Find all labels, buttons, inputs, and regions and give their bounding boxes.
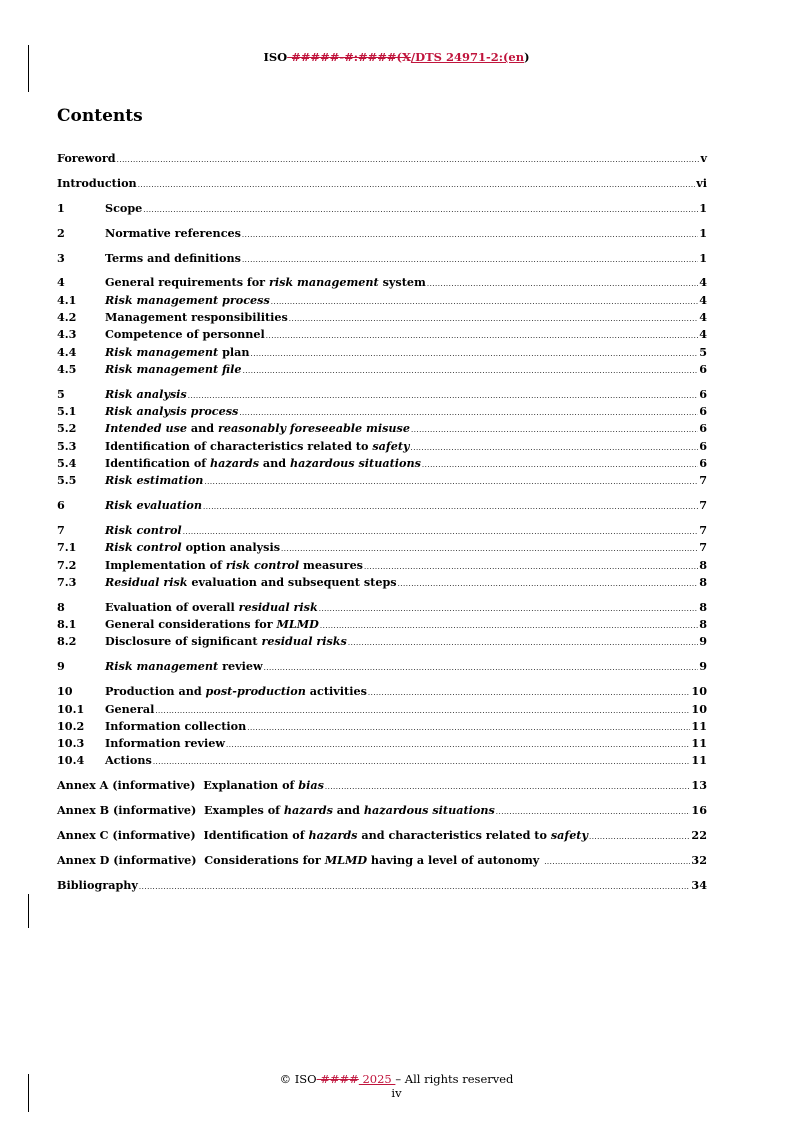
toc-entry-number: 7.1: [57, 540, 77, 555]
toc-leader-dots: [496, 804, 691, 821]
toc-title-italic-term: MLMD: [324, 853, 368, 867]
toc-entry[interactable]: [57, 497, 707, 514]
change-bar-middle: [28, 894, 29, 928]
toc-entry[interactable]: [57, 344, 707, 361]
toc-title-text: Annex B (informative) Examples of: [57, 803, 284, 818]
toc-title-text: Normative references: [105, 225, 241, 240]
toc-title-italic-term: Risk management: [105, 344, 219, 359]
toc-entry-title: [105, 309, 288, 326]
toc-title-italic-term: bias: [298, 778, 324, 793]
toc-entry-title: [105, 274, 426, 291]
toc-leader-dots: [242, 252, 698, 269]
toc-entry[interactable]: [57, 522, 707, 539]
toc-entry[interactable]: [57, 250, 707, 267]
toc-leader-dots: [289, 311, 698, 328]
toc-entry-title: [105, 386, 187, 403]
toc-leader-dots: [138, 177, 696, 194]
header-inserted-text: /DTS 24971-2:(en: [410, 50, 525, 64]
toc-title-italic-term: hazardous situations: [290, 456, 421, 471]
toc-entry-title: [57, 777, 324, 794]
toc-entry-page: 6: [699, 361, 707, 376]
toc-title-text: Annex A (informative) Explanation of: [57, 778, 299, 793]
toc-title-text: system: [378, 275, 426, 290]
toc-entry-title: [57, 827, 588, 844]
toc-entry-number: 4.5: [57, 361, 77, 376]
toc-entry-title: [105, 472, 203, 489]
toc-title-text: General considerations for: [105, 617, 277, 632]
toc-entry-page: 4: [699, 275, 707, 290]
toc-entry[interactable]: [57, 539, 707, 556]
toc-title-italic-term: hazards: [210, 456, 259, 471]
toc-leader-dots: [320, 618, 698, 635]
toc-title-italic-term: residual risk: [238, 599, 318, 614]
toc-title-italic-term: Intended use: [105, 421, 187, 436]
toc-entry[interactable]: [57, 455, 707, 472]
toc-entry[interactable]: [57, 225, 707, 242]
toc-title-text: Information collection: [105, 718, 247, 733]
toc-title-text: having a level of autonomy: [367, 853, 544, 867]
toc-leader-dots: [368, 685, 691, 702]
toc-entry-number: 1: [57, 200, 65, 215]
toc-title-text: and: [187, 421, 218, 436]
toc-entry-title: [105, 599, 318, 616]
toc-entry-title: [105, 225, 241, 242]
footer-inserted-text: 2025: [358, 1072, 396, 1086]
toc-entry-page: 7: [699, 523, 707, 538]
footer-prefix: © ISO: [279, 1072, 317, 1086]
toc-entry[interactable]: [57, 658, 707, 675]
toc-title-text: Production and: [105, 684, 206, 699]
toc-entry-number: 10.2: [57, 718, 85, 733]
toc-entry-title: [105, 735, 225, 752]
toc-entry-page: 8: [699, 617, 707, 632]
toc-entry[interactable]: [57, 326, 707, 343]
toc-entry-number: 3: [57, 250, 65, 265]
toc-entry-title: [105, 292, 270, 309]
toc-title-text: option analysis: [181, 540, 281, 555]
toc-entry-page: 6: [699, 421, 707, 436]
toc-leader-dots: [226, 737, 690, 754]
toc-entry-page: v: [700, 151, 707, 165]
toc-entry[interactable]: [57, 735, 707, 752]
toc-title-text: Annex C (informative) Identification of: [57, 828, 309, 843]
toc-entry-title: [105, 403, 238, 420]
toc-entry[interactable]: [57, 274, 707, 291]
toc-entry-title: [105, 574, 397, 591]
toc-title-italic-term: Risk analysis: [105, 386, 187, 401]
toc-title-italic-term: MLMD: [276, 617, 319, 632]
toc-entry-title: [105, 683, 367, 700]
toc-title-italic-term: Risk management file: [105, 361, 242, 376]
toc-entry-page: 6: [699, 386, 707, 401]
toc-leader-dots: [203, 499, 698, 516]
toc-entry-page: 16: [691, 803, 707, 818]
toc-entry-page: 34: [691, 877, 707, 892]
toc-entry-number: 2: [57, 225, 65, 240]
toc-entry-title: [105, 701, 154, 718]
toc-entry-number: 5.5: [57, 473, 77, 488]
toc-leader-dots: [143, 202, 698, 219]
toc-title-italic-term: post-production: [205, 684, 306, 699]
toc-title-text: General: [105, 701, 155, 716]
toc-title-text: and: [259, 456, 290, 471]
toc-title-italic-term: Risk analysis process: [105, 404, 239, 419]
toc-entry-title: [105, 438, 410, 455]
toc-entry-page: 13: [691, 778, 707, 793]
toc-entry[interactable]: [57, 472, 707, 489]
toc-entry-number: 7.3: [57, 574, 77, 589]
toc-entry-number: 8.2: [57, 634, 77, 649]
toc-entry-title: [105, 344, 250, 361]
header-deleted-text: #####-#:####(X: [287, 50, 411, 64]
footer-deleted-text: ####: [316, 1072, 359, 1086]
toc-leader-dots: [242, 227, 698, 244]
toc-title-text: General requirements for: [105, 275, 269, 290]
toc-entry[interactable]: [57, 420, 707, 437]
toc-entry-title: [57, 175, 137, 192]
toc-entry-number: 7.2: [57, 557, 77, 572]
toc-entry-page: 4: [699, 310, 707, 325]
toc-title-text: Bibliography: [57, 877, 138, 892]
toc-entry-page: 1: [699, 225, 707, 240]
toc-title-text: Competence of personnel: [105, 327, 265, 342]
toc-title-italic-term: Risk estimation: [105, 473, 204, 488]
toc-entry-page: 9: [699, 634, 707, 649]
toc-entry-number: 8.1: [57, 617, 77, 632]
toc-entry-number: 5.4: [57, 456, 77, 471]
toc-entry-number: 10.3: [57, 736, 85, 751]
toc-leader-dots: [251, 346, 699, 363]
toc-entry-number: 9: [57, 659, 65, 674]
toc-entry[interactable]: [57, 616, 707, 633]
toc-entry[interactable]: [57, 309, 707, 326]
toc-entry-number: 5.2: [57, 421, 77, 436]
toc-entry[interactable]: [57, 802, 707, 819]
toc-title-text: Terms and definitions: [105, 250, 241, 265]
toc-entry[interactable]: [57, 557, 707, 574]
toc-entry-title: [105, 250, 241, 267]
toc-entry-title: [57, 802, 495, 819]
toc-title-italic-term: risk management: [268, 275, 379, 290]
toc-title-italic-term: hazardous situations: [363, 803, 495, 818]
toc-entry[interactable]: [57, 599, 707, 616]
toc-entry-number: 6: [57, 498, 65, 513]
toc-entry-number: 5.3: [57, 438, 77, 453]
toc-entry-number: 4.1: [57, 292, 77, 307]
toc-leader-dots: [411, 422, 698, 439]
toc-entry-title: [105, 497, 202, 514]
toc-leader-dots: [243, 363, 699, 380]
toc-entry-page: 1: [699, 200, 707, 215]
toc-leader-dots: [319, 601, 698, 618]
toc-entry-title: [105, 361, 242, 378]
toc-entry[interactable]: [57, 292, 707, 309]
toc-entry-page: 6: [699, 404, 707, 419]
toc-entry[interactable]: [57, 777, 707, 794]
toc-title-italic-term: safety: [372, 438, 410, 453]
toc-entry-page: 8: [699, 574, 707, 589]
page-footer: [0, 1072, 793, 1100]
toc-leader-dots: [264, 660, 699, 677]
toc-entry-page: 7: [699, 473, 707, 488]
toc-title-italic-term: residual risks: [261, 634, 347, 649]
toc-entry[interactable]: [57, 150, 707, 167]
toc-entry-title: [105, 455, 421, 472]
toc-entry-page: 7: [699, 498, 707, 513]
toc-entry-page: 4: [699, 327, 707, 342]
toc-entry-page: 4: [699, 292, 707, 307]
toc-title-italic-term: hazards: [308, 828, 358, 843]
toc-entry-title: [105, 522, 182, 539]
toc-leader-dots: [398, 576, 699, 593]
toc-entry-title: [105, 616, 319, 633]
toc-title-italic-term: safety: [550, 828, 588, 843]
toc-title-italic-term: Risk control: [105, 523, 182, 538]
page-title: Contents: [57, 106, 143, 126]
toc-entry-number: 8: [57, 599, 65, 614]
header-prefix: ISO: [263, 50, 288, 64]
toc-entry-title: [105, 633, 347, 650]
toc-entry-page: 6: [699, 456, 707, 471]
toc-entry-title: [105, 557, 363, 574]
toc-title-text: Scope: [105, 200, 143, 215]
toc-entry[interactable]: [57, 877, 707, 894]
toc-title-text: and characteristics related to: [357, 828, 551, 843]
toc-title-text: Identification of characteristics related to: [105, 438, 373, 453]
toc-title-italic-term: risk control: [225, 557, 300, 572]
toc-entry[interactable]: [57, 175, 707, 192]
toc-entry-number: 5: [57, 386, 65, 401]
toc-title-italic-term: reasonably foreseeable misuse: [218, 421, 410, 436]
toc-entry-title: [57, 150, 116, 167]
toc-entry-page: 32: [691, 853, 707, 867]
toc-entry-title: [105, 658, 263, 675]
toc-leader-dots: [266, 328, 698, 345]
toc-leader-dots: [247, 720, 690, 737]
toc-entry[interactable]: [57, 718, 707, 735]
toc-leader-dots: [422, 457, 698, 474]
toc-entry[interactable]: [57, 827, 707, 844]
toc-title-text: Evaluation of overall: [105, 599, 239, 614]
footer-suffix: – All rights reserved: [395, 1072, 514, 1086]
toc-entry-page: 11: [691, 753, 707, 768]
copyright-line: [0, 1072, 793, 1086]
toc-entry[interactable]: [57, 752, 707, 769]
toc-entry-page: 10: [691, 701, 707, 716]
toc-entry-number: 4.2: [57, 310, 77, 325]
toc-title-italic-term: hazards: [283, 803, 333, 818]
toc-leader-dots: [271, 294, 698, 311]
toc-title-text: Information review: [105, 736, 226, 751]
toc-title-italic-term: Risk management process: [105, 292, 270, 307]
toc-entry-title: [105, 752, 152, 769]
toc-title-text: evaluation and subsequent steps: [187, 574, 397, 589]
toc-entry-number: 4.4: [57, 344, 77, 359]
toc-leader-dots: [589, 829, 690, 846]
toc-title-text: measures: [299, 557, 363, 572]
header-suffix: ): [524, 50, 530, 64]
toc-entry-number: 10: [57, 684, 73, 699]
toc-entry-number: 4: [57, 275, 65, 290]
table-of-contents: [57, 150, 707, 894]
toc-entry-number: 10.4: [57, 753, 85, 768]
toc-entry-title: [57, 877, 138, 894]
toc-title-text: Management responsibilities: [105, 310, 288, 325]
toc-title-text: Foreword: [57, 151, 116, 165]
toc-entry[interactable]: [57, 852, 707, 869]
toc-entry[interactable]: [57, 438, 707, 455]
toc-title-text: Actions: [105, 753, 152, 768]
toc-entry-page: 6: [699, 438, 707, 453]
toc-title-text: review: [218, 659, 263, 674]
toc-title-text: Disclosure of significant: [105, 634, 262, 649]
toc-title-text: plan: [218, 344, 250, 359]
toc-entry-title: [105, 326, 265, 343]
toc-entry-page: 22: [691, 828, 707, 843]
toc-title-text: Identification of: [105, 456, 210, 471]
toc-entry-page: 10: [691, 684, 707, 699]
toc-leader-dots: [204, 474, 698, 491]
toc-entry-title: [57, 852, 543, 869]
toc-leader-dots: [188, 388, 698, 405]
toc-title-text: Introduction: [57, 175, 137, 190]
toc-entry-page: 11: [691, 718, 707, 733]
page-number: iv: [391, 1086, 402, 1100]
toc-entry-page: 7: [699, 540, 707, 555]
toc-entry[interactable]: [57, 574, 707, 591]
toc-entry[interactable]: [57, 633, 707, 650]
toc-title-text: activities: [305, 684, 367, 699]
toc-title-italic-term: Residual risk: [105, 574, 188, 589]
toc-leader-dots: [139, 879, 691, 896]
toc-title-text: Annex D (informative) Considerations for: [57, 853, 325, 867]
toc-entry-page: 11: [691, 736, 707, 751]
toc-leader-dots: [117, 152, 700, 169]
toc-leader-dots: [364, 559, 698, 576]
toc-leader-dots: [153, 754, 691, 771]
toc-entry[interactable]: [57, 386, 707, 403]
toc-entry[interactable]: [57, 200, 707, 217]
toc-title-italic-term: Risk evaluation: [105, 498, 203, 513]
toc-title-text: and: [332, 803, 364, 818]
toc-entry-page: 8: [699, 599, 707, 614]
toc-entry-title: [105, 200, 142, 217]
toc-entry-page: vi: [696, 175, 707, 190]
toc-entry-number: 7: [57, 523, 65, 538]
toc-entry-page: 5: [699, 344, 707, 359]
toc-entry[interactable]: [57, 683, 707, 700]
toc-entry-number: 10.1: [57, 701, 85, 716]
toc-entry-page: 1: [699, 250, 707, 265]
toc-leader-dots: [411, 440, 699, 457]
toc-entry-title: [105, 420, 410, 437]
toc-entry-page: 9: [699, 659, 707, 674]
toc-leader-dots: [544, 854, 690, 871]
toc-title-italic-term: Risk management: [105, 659, 219, 674]
toc-entry[interactable]: [57, 361, 707, 378]
toc-entry-title: [105, 718, 246, 735]
toc-entry[interactable]: [57, 403, 707, 420]
toc-entry-page: 8: [699, 557, 707, 572]
document-header: [0, 50, 793, 64]
toc-entry-title: [105, 539, 280, 556]
toc-entry[interactable]: [57, 701, 707, 718]
toc-title-italic-term: Risk control: [105, 540, 182, 555]
toc-leader-dots: [325, 779, 691, 796]
toc-entry-number: 4.3: [57, 327, 77, 342]
toc-entry-number: 5.1: [57, 404, 77, 419]
toc-leader-dots: [348, 635, 698, 652]
toc-title-text: Implementation of: [105, 557, 226, 572]
toc-leader-dots: [427, 276, 698, 293]
